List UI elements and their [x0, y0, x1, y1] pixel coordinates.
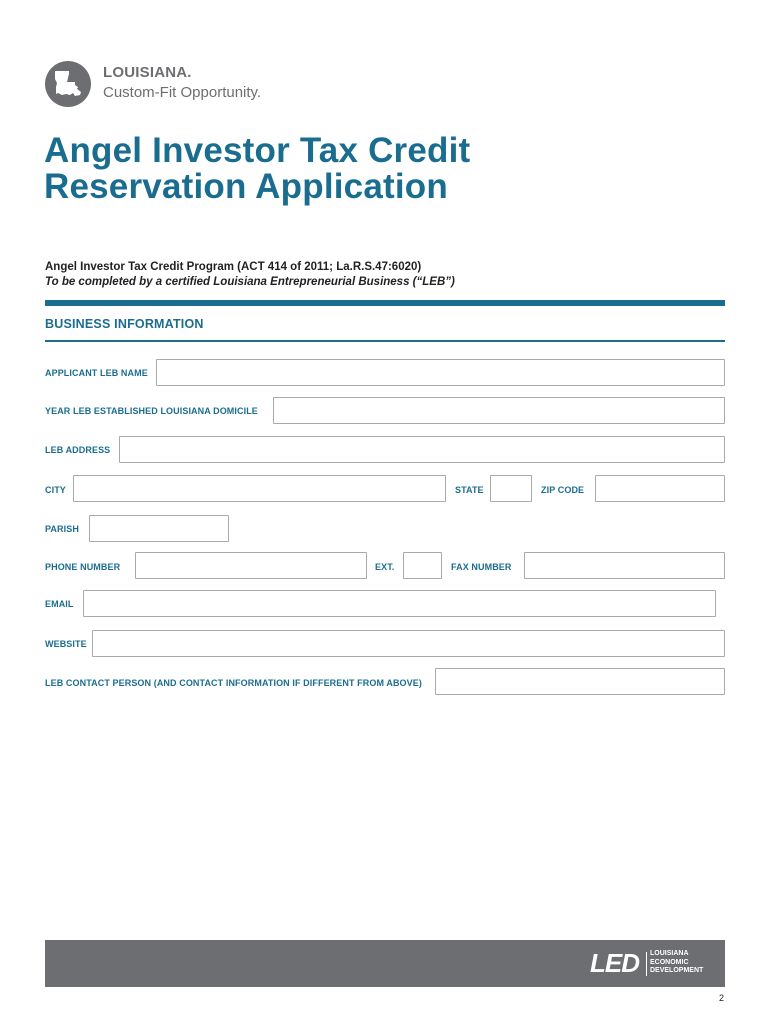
ext-label: EXT. — [375, 562, 395, 572]
page-title-line1: Angel Investor Tax Credit — [44, 131, 471, 170]
fax-number-input[interactable] — [524, 552, 725, 579]
year-established-label: YEAR LEB ESTABLISHED LOUISIANA DOMICILE — [45, 406, 258, 416]
fax-number-label: FAX NUMBER — [451, 562, 512, 572]
page-number: 2 — [719, 993, 725, 1003]
parish-input[interactable] — [89, 515, 229, 542]
contact-person-input[interactable] — [435, 668, 725, 695]
zip-code-input[interactable] — [595, 475, 725, 502]
section-top-rule — [45, 300, 725, 306]
ext-input[interactable] — [403, 552, 442, 579]
year-established-input[interactable] — [273, 397, 725, 424]
program-line: Angel Investor Tax Credit Program (ACT 414 of 2011; La.R.S.47:6020) — [45, 261, 422, 273]
leb-address-label: LEB ADDRESS — [45, 445, 111, 455]
email-label: EMAIL — [45, 599, 74, 609]
city-input[interactable] — [73, 475, 446, 502]
page-title — [44, 133, 470, 205]
led-logo-line2: ECONOMIC — [650, 958, 689, 966]
brand-tagline: Custom-Fit Opportunity. — [103, 84, 262, 101]
parish-label: PARISH — [45, 524, 79, 534]
state-input[interactable] — [490, 475, 532, 502]
phone-number-label: PHONE NUMBER — [45, 562, 121, 572]
applicant-leb-name-label: APPLICANT LEB NAME — [45, 368, 148, 378]
phone-number-input[interactable] — [135, 552, 367, 579]
section-title: BUSINESS INFORMATION — [45, 317, 204, 331]
website-label: WEBSITE — [45, 639, 87, 649]
zip-code-label: ZIP CODE — [541, 485, 585, 495]
state-label: STATE — [455, 485, 484, 495]
louisiana-state-icon — [45, 61, 91, 107]
applicant-leb-name-input[interactable] — [156, 359, 725, 386]
louisiana-state-silhouette-icon — [53, 70, 83, 98]
page-title-line2: Reservation Application — [44, 167, 448, 206]
city-label: CITY — [45, 485, 66, 495]
led-logo-text — [650, 950, 703, 976]
brand-name: LOUISIANA. — [103, 64, 192, 81]
led-logo-divider — [646, 952, 647, 976]
website-input[interactable] — [92, 630, 725, 657]
led-logo: LED — [590, 948, 639, 978]
subtitle: To be completed by a certified Louisiana Entrepreneurial Business (“LEB”) — [45, 276, 455, 288]
leb-address-input[interactable] — [119, 436, 725, 463]
contact-person-label: LEB CONTACT PERSON (AND CONTACT INFORMATION IF DIFFERENT FROM ABOVE) — [45, 678, 422, 688]
email-input[interactable] — [83, 590, 716, 617]
led-logo-line3: DEVELOPMENT — [650, 967, 704, 974]
section-bottom-rule — [45, 340, 725, 342]
led-logo-line1: LOUISIANA — [650, 950, 689, 957]
